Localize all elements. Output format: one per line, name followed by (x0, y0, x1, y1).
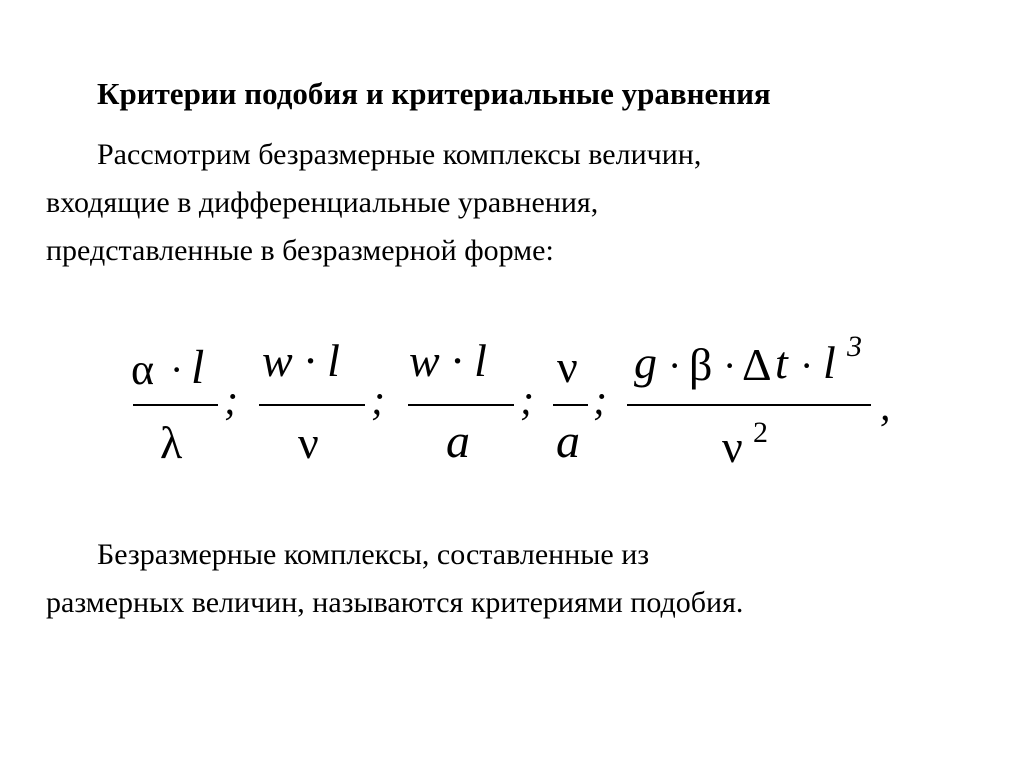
f5-beta: β (689, 339, 713, 390)
f5-fraction-bar (627, 404, 871, 406)
separator-2: ; (371, 378, 385, 424)
slide-title: Критерии подобия и критериальные уравнения (97, 76, 771, 111)
f3-numerator: w · l (409, 335, 487, 386)
f1-lambda: λ (160, 417, 183, 468)
f5-l: l (823, 337, 836, 388)
f2-fraction-bar (259, 404, 365, 406)
f3-fraction-bar (408, 404, 514, 406)
separator-4: ; (593, 378, 607, 424)
f5-dot-3: · (800, 343, 814, 388)
formula-end-comma: , (880, 384, 891, 430)
f2-nu: ν (298, 417, 319, 468)
f1-dot: · (170, 347, 184, 392)
f4-fraction-bar (553, 404, 588, 406)
intro-line-2: входящие в дифференциальные уравнения, (46, 186, 599, 219)
f2-numerator: w · l (262, 335, 340, 386)
conclusion-line-2: размерных величин, называются критериями подобия. (46, 586, 744, 619)
f3-a: a (446, 415, 470, 468)
f5-g: g (634, 337, 657, 388)
intro-line-3: представленные в безразмерной форме: (46, 234, 554, 267)
f5-nu: ν (722, 421, 743, 472)
f5-t: t (775, 337, 788, 388)
conclusion-line-1: Безразмерные комплексы, составленные из (97, 538, 650, 571)
separator-1: ; (224, 378, 238, 424)
intro-line-1: Рассмотрим безразмерные комплексы величин, (97, 138, 702, 171)
conclusion-paragraph (46, 531, 743, 627)
f5-dot-1: · (668, 343, 682, 388)
f4-nu: ν (557, 341, 578, 392)
f5-dot-2: · (723, 343, 737, 388)
f5-delta: Δ (742, 339, 772, 390)
f1-l: l (191, 341, 205, 394)
f1-fraction-bar (133, 404, 218, 406)
f5-nu-exponent: 2 (753, 416, 768, 449)
f5-l-exponent: 3 (847, 330, 862, 363)
f4-a: a (556, 415, 580, 468)
f1-alpha: α (131, 345, 155, 394)
separator-3: ; (520, 378, 534, 424)
